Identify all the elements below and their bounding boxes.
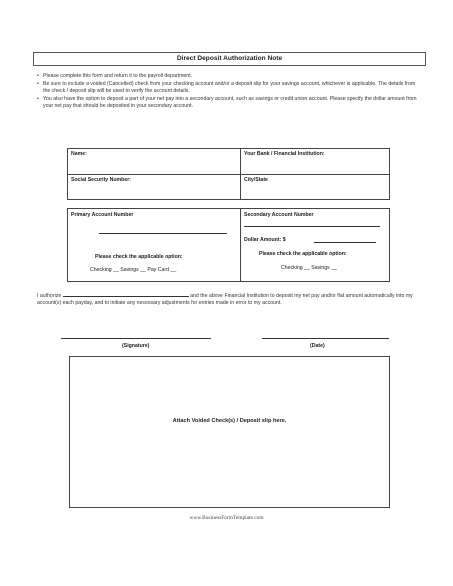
bullet-icon: • — [37, 80, 39, 87]
instruction-item: • Be sure to include a voided (Cancelled) check from your checking account and/or a deposit slip for your savings account, whichever is applicable. The details from the check / deposit slip will be used to verify the account details. — [37, 80, 416, 94]
primary-account-type-options[interactable]: Checking __ Savings __ Pay Card __ — [90, 267, 177, 273]
section-divider — [240, 209, 241, 281]
secondary-option-prompt: Please check the applicable option: — [259, 251, 347, 257]
employee-info-table — [67, 148, 390, 200]
dollar-amount-label: Dollar Amount: $ — [244, 237, 286, 243]
secondary-account-type-options[interactable]: Checking __ Savings __ — [281, 265, 337, 271]
authorization-paragraph: I authorize and the above Financial Institution to deposit my net pay and/or flat amount automatically into my account(s) each payday, and to initiate any necessary adjustments for entries made in error to my account. — [37, 293, 413, 307]
date-line[interactable] — [262, 338, 389, 339]
bullet-icon: • — [37, 95, 39, 102]
account-section — [67, 208, 390, 282]
footer-website: www.BusinessFormTemplate.com — [189, 515, 264, 521]
attach-check-area — [69, 356, 390, 508]
attach-instructions: Attach Voided Check(s) / Deposit slip here. — [172, 418, 287, 424]
instructions-list — [37, 73, 423, 111]
name-field[interactable]: Name: — [71, 151, 87, 157]
signature-label: (Signature) — [122, 343, 150, 349]
date-label: (Date) — [310, 343, 325, 349]
ssn-field[interactable]: Social Security Number: — [71, 177, 131, 183]
dollar-amount-field[interactable] — [314, 242, 376, 243]
form-title: Direct Deposit Authorization Note — [33, 52, 426, 66]
city-state-field[interactable]: City/State — [244, 177, 268, 183]
bullet-icon: • — [37, 73, 39, 79]
instruction-item: • Please complete this form and return it to the payroll department. — [37, 73, 193, 79]
secondary-account-field[interactable] — [244, 226, 380, 227]
primary-account-label: Primary Account Number — [71, 212, 134, 218]
employer-name-field[interactable] — [63, 291, 189, 297]
signature-line[interactable] — [61, 338, 211, 339]
primary-account-field[interactable] — [99, 233, 227, 234]
secondary-account-label: Secondary Account Number — [244, 212, 314, 218]
bank-field[interactable]: Your Bank / Financial Institution: — [244, 151, 325, 157]
table-divider — [68, 174, 389, 175]
primary-option-prompt: Please check the applicable option: — [95, 254, 183, 260]
instruction-item: • You also have the option to deposit a part of your net pay into a secondary account, such as savings or credit union account. Please specify the dollar amount from your net pay that should be deposited in your secondary account. — [37, 95, 417, 109]
